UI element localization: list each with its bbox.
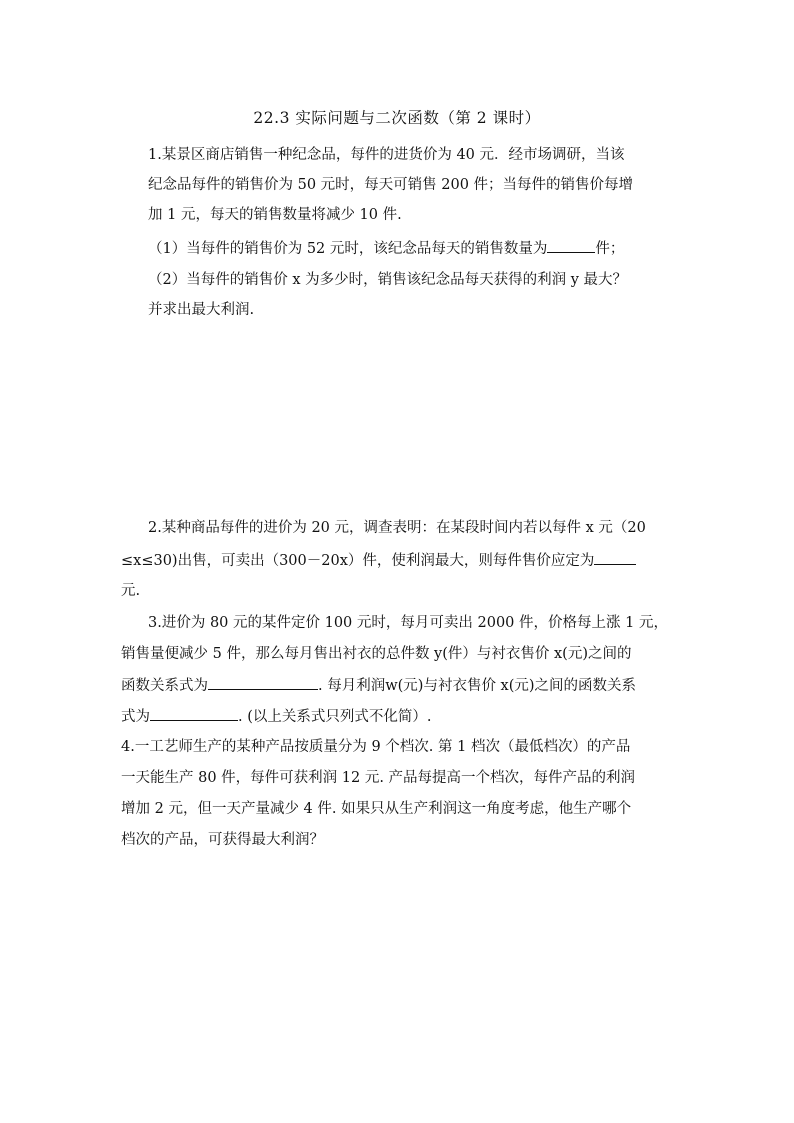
q4-line-3: 增加 2 元，但一天产量减少 4 件. 如果只从生产利润这一角度考虑，他生产哪个 [121,801,632,817]
q3-line-3-text: 函数关系式为 [121,678,208,694]
q1-sub-1 [148,238,624,259]
q3-line-4 [121,706,431,727]
q1-sub-2-line-2: 并求出最大利润. [148,302,255,318]
page-title: 22.3 实际问题与二次函数（第 2 课时） [253,109,541,127]
answer-blank[interactable] [547,238,595,253]
q3-line-4-text: 式为 [121,709,150,725]
answer-blank[interactable] [208,675,318,690]
q3-line-1: 3.进价为 80 元的某件定价 100 元时，每月可卖出 2000 件，价格每上涨 1 元， [148,615,668,631]
q4-line-2: 一天能生产 80 件，每件可获利润 12 元. 产品每提高一个档次，每件产品的利润 [121,770,636,786]
answer-blank[interactable] [150,706,238,721]
q3-line-4-end: . (以上关系式只列式不化简）. [238,709,432,725]
q2-line-3: 元. [121,583,141,599]
q3-line-3-end: . 每月利润w(元)与衬衣售价 x(元)之间的函数关系 [318,678,637,694]
q1-sub-2: （2）当每件的销售价 x 为多少时，销售该纪念品每天获得的利润 y 最大？ [148,272,628,288]
q1-sub-1-text: （1）当每件的销售价为 52 元时，该纪念品每天的销售数量为 [148,241,548,257]
q4-line-4: 档次的产品，可获得最大利润？ [121,832,324,848]
answer-blank[interactable] [594,550,636,565]
q1-sub-1-end: 件； [595,241,625,257]
q1-line-2: 纪念品每件的销售价为 50 元时，每天可销售 200 件；当每件的销售价每增 [148,177,634,193]
q4-line-1: 4.一工艺师生产的某种产品按质量分为 9 个档次. 第 1 档次（最低档次）的产品 [121,739,631,755]
q3-line-3 [121,675,636,696]
q1-line-3: 加 1 元，每天的销售数量将减少 10 件. [148,207,402,223]
q2-line-1: 2.某种商品每件的进价为 20 元，调查表明：在某段时间内若以每件 x 元（20 [148,520,646,536]
q1-line-1: 1.某景区商店销售一种纪念品，每件的进货价为 40 元．经市场调研，当该 [148,147,625,163]
q2-line-2-text: ≤x≤30)出售，可卖出（300－20x）件，使利润最大，则每件售价应定为 [121,553,595,569]
q2-line-2 [121,550,636,571]
q3-line-2: 销售量便减少 5 件，那么每月售出衬衣的总件数 y(件）与衬衣售价 x(元)之间的 [121,646,632,662]
